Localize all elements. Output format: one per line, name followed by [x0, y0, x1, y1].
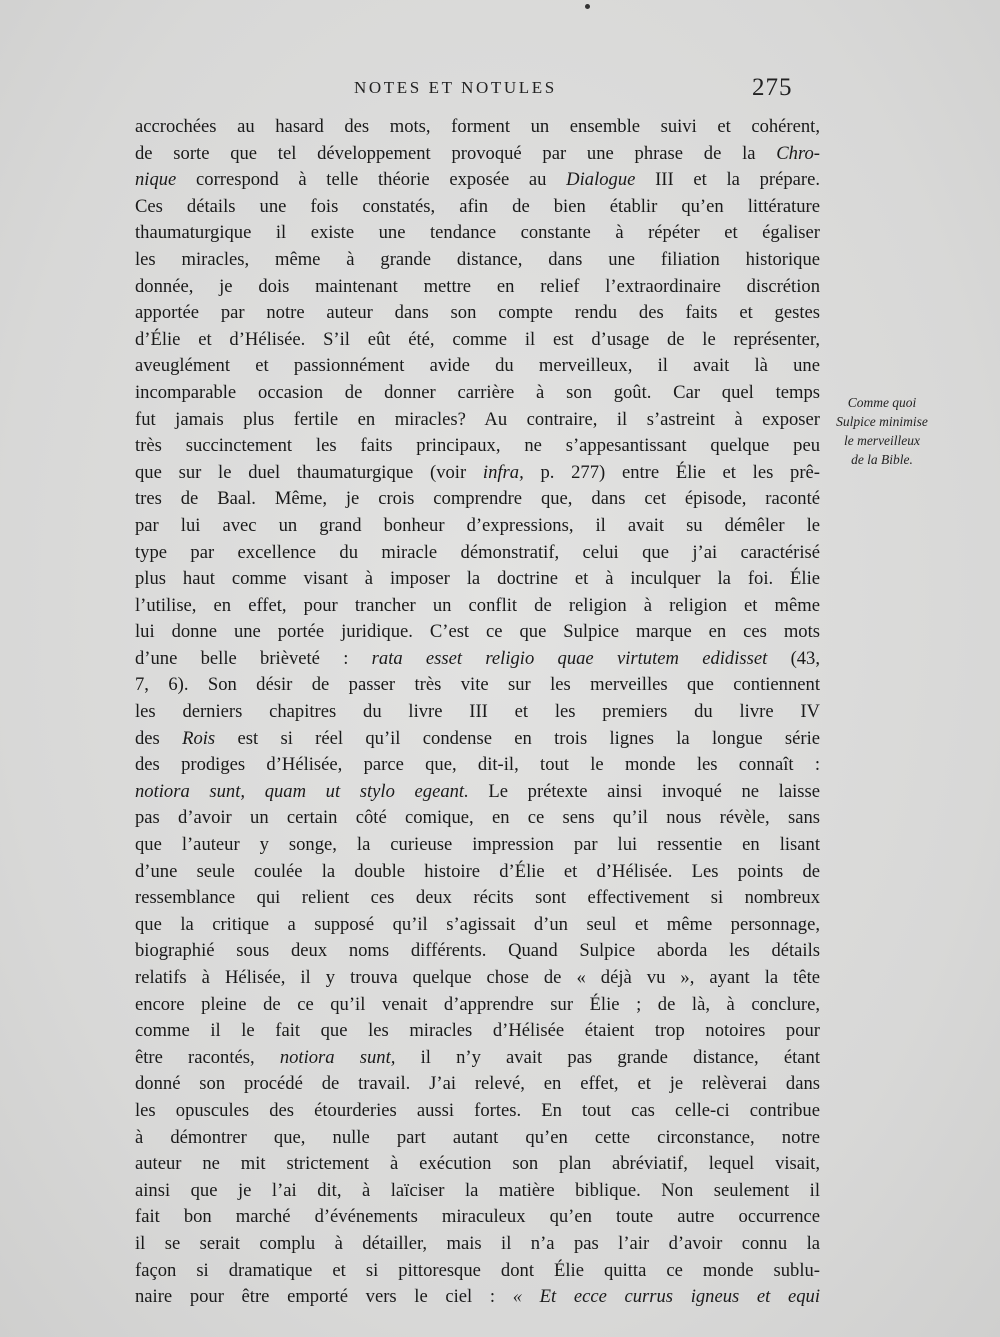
- text-line: [135, 938, 820, 965]
- text-run: auteur ne mit strictement à exécution son plan abréviatif, lequel visait,: [135, 1153, 820, 1175]
- text-run: d’une belle brièveté :: [135, 647, 372, 669]
- text-line: [135, 327, 820, 354]
- text-line: [135, 992, 820, 1019]
- text-line: [135, 513, 820, 540]
- text-line: [135, 1151, 820, 1178]
- italic-run: rata esset religio quae virtutem edidisset: [371, 647, 768, 669]
- margin-note-line: de la Bible.: [851, 452, 913, 467]
- text-line: [135, 1098, 820, 1125]
- text-run: ainsi que je l’ai dit, à laïciser la matière biblique. Non seulement il: [135, 1179, 820, 1201]
- text-line: [135, 1125, 820, 1152]
- text-run: apportée par notre auteur dans son compte rendu des faits et gestes: [135, 302, 820, 324]
- text-line: [135, 460, 820, 487]
- text-line: [135, 353, 820, 380]
- text-line: [135, 167, 820, 194]
- text-run: par lui avec un grand bonheur d’expressions, il avait su démêler le: [135, 514, 820, 536]
- text-run: les miracles, même à grande distance, dans une filiation historique: [135, 248, 820, 270]
- text-run: de sorte que tel développement provoqué par une phrase de la: [135, 142, 777, 164]
- text-line: [135, 912, 820, 939]
- text-line: [135, 1284, 820, 1311]
- text-line: [135, 407, 820, 434]
- italic-run: nique: [135, 169, 177, 191]
- text-run: (43,: [767, 647, 820, 669]
- page-number: 275: [752, 74, 793, 101]
- text-run: très succinctement les faits principaux, ne s’appesantissant quelque peu: [135, 435, 820, 457]
- margin-note-line: Sulpice minimise: [836, 414, 928, 429]
- text-line: [135, 1258, 820, 1285]
- text-run: les derniers chapitres du livre III et les premiers du livre IV: [135, 701, 820, 723]
- text-run: il n’y avait pas grande distance, étant: [395, 1046, 820, 1068]
- text-run: il se serait complu à détailler, mais il n’a pas l’air d’avoir connu la: [135, 1232, 820, 1254]
- italic-run: Rois: [182, 727, 216, 749]
- text-run: tres de Baal. Même, je crois comprendre que, dans cet épisode, raconté: [135, 488, 820, 510]
- text-run: les opuscules des étourderies aussi fortes. En tout cas celle-ci contribue: [135, 1099, 820, 1121]
- text-line: [135, 274, 820, 301]
- text-line: [135, 194, 820, 221]
- running-title: NOTES ET NOTULES: [354, 78, 557, 97]
- text-line: [135, 672, 820, 699]
- margin-note: [826, 393, 938, 469]
- text-run: d’une seule coulée la double histoire d’Élie et d’Hélisée. Les points de: [135, 860, 820, 882]
- italic-run: « Et ecce currus igneus et equi: [512, 1286, 820, 1308]
- text-run: p. 277) entre Élie et les prê-: [523, 461, 820, 483]
- text-line: [135, 220, 820, 247]
- text-line: [135, 114, 820, 141]
- text-line: [135, 593, 820, 620]
- text-line: [135, 141, 820, 168]
- text-line: [135, 247, 820, 274]
- text-run: fut jamais plus fertile en miracles? Au contraire, il s’astreint à exposer: [135, 408, 820, 430]
- text-run: pas d’avoir un certain côté comique, en ce sens qu’il nous révèle, sans: [135, 807, 820, 829]
- text-line: [135, 885, 820, 912]
- ink-speck: [585, 4, 590, 9]
- text-line: [135, 965, 820, 992]
- italic-run: Chro-: [776, 142, 820, 164]
- text-line: [135, 433, 820, 460]
- text-line: [135, 540, 820, 567]
- text-line: [135, 859, 820, 886]
- text-run: 7, 6). Son désir de passer très vite sur les merveilles que contiennent: [135, 674, 820, 696]
- text-run: Le prétexte ainsi invoqué ne laisse: [468, 780, 820, 802]
- text-run: donnée, je dois maintenant mettre en relief l’extraordinaire discrétion: [135, 275, 820, 297]
- text-run: relatifs à Hélisée, il y trouva quelque chose de « déjà vu », ayant la tête: [135, 967, 820, 988]
- text-line: [135, 619, 820, 646]
- text-run: aveuglément et passionnément avide du merveilleux, il avait là une: [135, 355, 820, 377]
- text-run: III et la prépare.: [635, 169, 820, 191]
- main-text-block: [135, 114, 820, 1311]
- text-run: accrochées au hasard des mots, forment un ensemble suivi et cohérent,: [135, 116, 820, 137]
- text-run: incomparable occasion de donner carrière à son goût. Car quel temps: [135, 381, 820, 403]
- text-run: donné son procédé de travail. J’ai relevé, en effet, et je relèverai dans: [135, 1073, 820, 1095]
- text-line: [135, 779, 820, 806]
- text-run: l’utilise, en effet, pour trancher un conflit de religion à religion et même: [135, 594, 820, 616]
- text-run: être racontés,: [135, 1046, 280, 1068]
- text-run: d’Élie et d’Hélisée. S’il eût été, comme il est d’usage de le représenter,: [135, 328, 820, 350]
- text-line: [135, 1071, 820, 1098]
- text-run: biographié sous deux noms différents. Quand Sulpice aborda les détails: [135, 940, 820, 962]
- text-run: façon si dramatique et si pittoresque dont Élie quitta ce monde sublu-: [135, 1259, 820, 1281]
- text-line: [135, 486, 820, 513]
- margin-note-line: le merveilleux: [843, 433, 921, 448]
- text-run: fait bon marché d’événements miraculeux qu’en toute autre occurrence: [135, 1206, 820, 1228]
- text-run: encore pleine de ce qu’il venait d’apprendre sur Élie ; de là, à conclure,: [135, 993, 820, 1015]
- italic-run: notiora sunt, quam ut stylo egeant.: [135, 780, 469, 802]
- text-line: [135, 752, 820, 779]
- text-line: [135, 1045, 820, 1072]
- italic-run: infra,: [482, 461, 524, 483]
- text-line: [135, 300, 820, 327]
- text-run: thaumaturgique il existe une tendance constante à répéter et égaliser: [135, 222, 820, 244]
- text-run: naire pour être emporté vers le ciel :: [135, 1286, 513, 1308]
- text-run: que sur le duel thaumaturgique (voir: [135, 461, 483, 483]
- text-run: à démontrer que, nulle part autant qu’en cette circonstance, notre: [135, 1126, 820, 1148]
- text-run: est si réel qu’il condense en trois lignes la longue série: [215, 727, 821, 749]
- text-run: plus haut comme visant à imposer la doctrine et à inculquer la foi. Élie: [135, 568, 820, 590]
- text-run: comme il le fait que les miracles d’Hélisée étaient trop notoires pour: [135, 1020, 820, 1042]
- text-run: que l’auteur y songe, la curieuse impression par lui ressentie en lisant: [135, 834, 820, 856]
- text-line: [135, 805, 820, 832]
- italic-run: Dialogue: [566, 169, 636, 191]
- text-run: lui donne une portée juridique. C’est ce que Sulpice marque en ces mots: [135, 621, 820, 643]
- italic-run: notiora sunt,: [279, 1046, 396, 1068]
- text-run: Ces détails une fois constatés, afin de bien établir qu’en littérature: [135, 195, 820, 217]
- text-run: type par excellence du miracle démonstratif, celui que j’ai caractérisé: [135, 541, 820, 563]
- text-run: des prodiges d’Hélisée, parce que, dit-il, tout le monde les connaît :: [135, 754, 820, 776]
- text-run: ressemblance qui relient ces deux récits sont effectivement si nombreux: [135, 887, 820, 909]
- text-line: [135, 380, 820, 407]
- text-line: [135, 1231, 820, 1258]
- text-line: [135, 726, 820, 753]
- text-line: [135, 832, 820, 859]
- text-run: des: [135, 727, 183, 749]
- text-run: correspond à telle théorie exposée au: [176, 169, 567, 191]
- margin-note-line: Comme quoi: [847, 395, 917, 410]
- text-line: [135, 566, 820, 593]
- text-run: que la critique a supposé qu’il s’agissait d’un seul et même personnage,: [135, 913, 820, 935]
- text-line: [135, 1204, 820, 1231]
- text-line: [135, 646, 820, 673]
- text-line: [135, 1178, 820, 1205]
- text-line: [135, 699, 820, 726]
- text-line: [135, 1018, 820, 1045]
